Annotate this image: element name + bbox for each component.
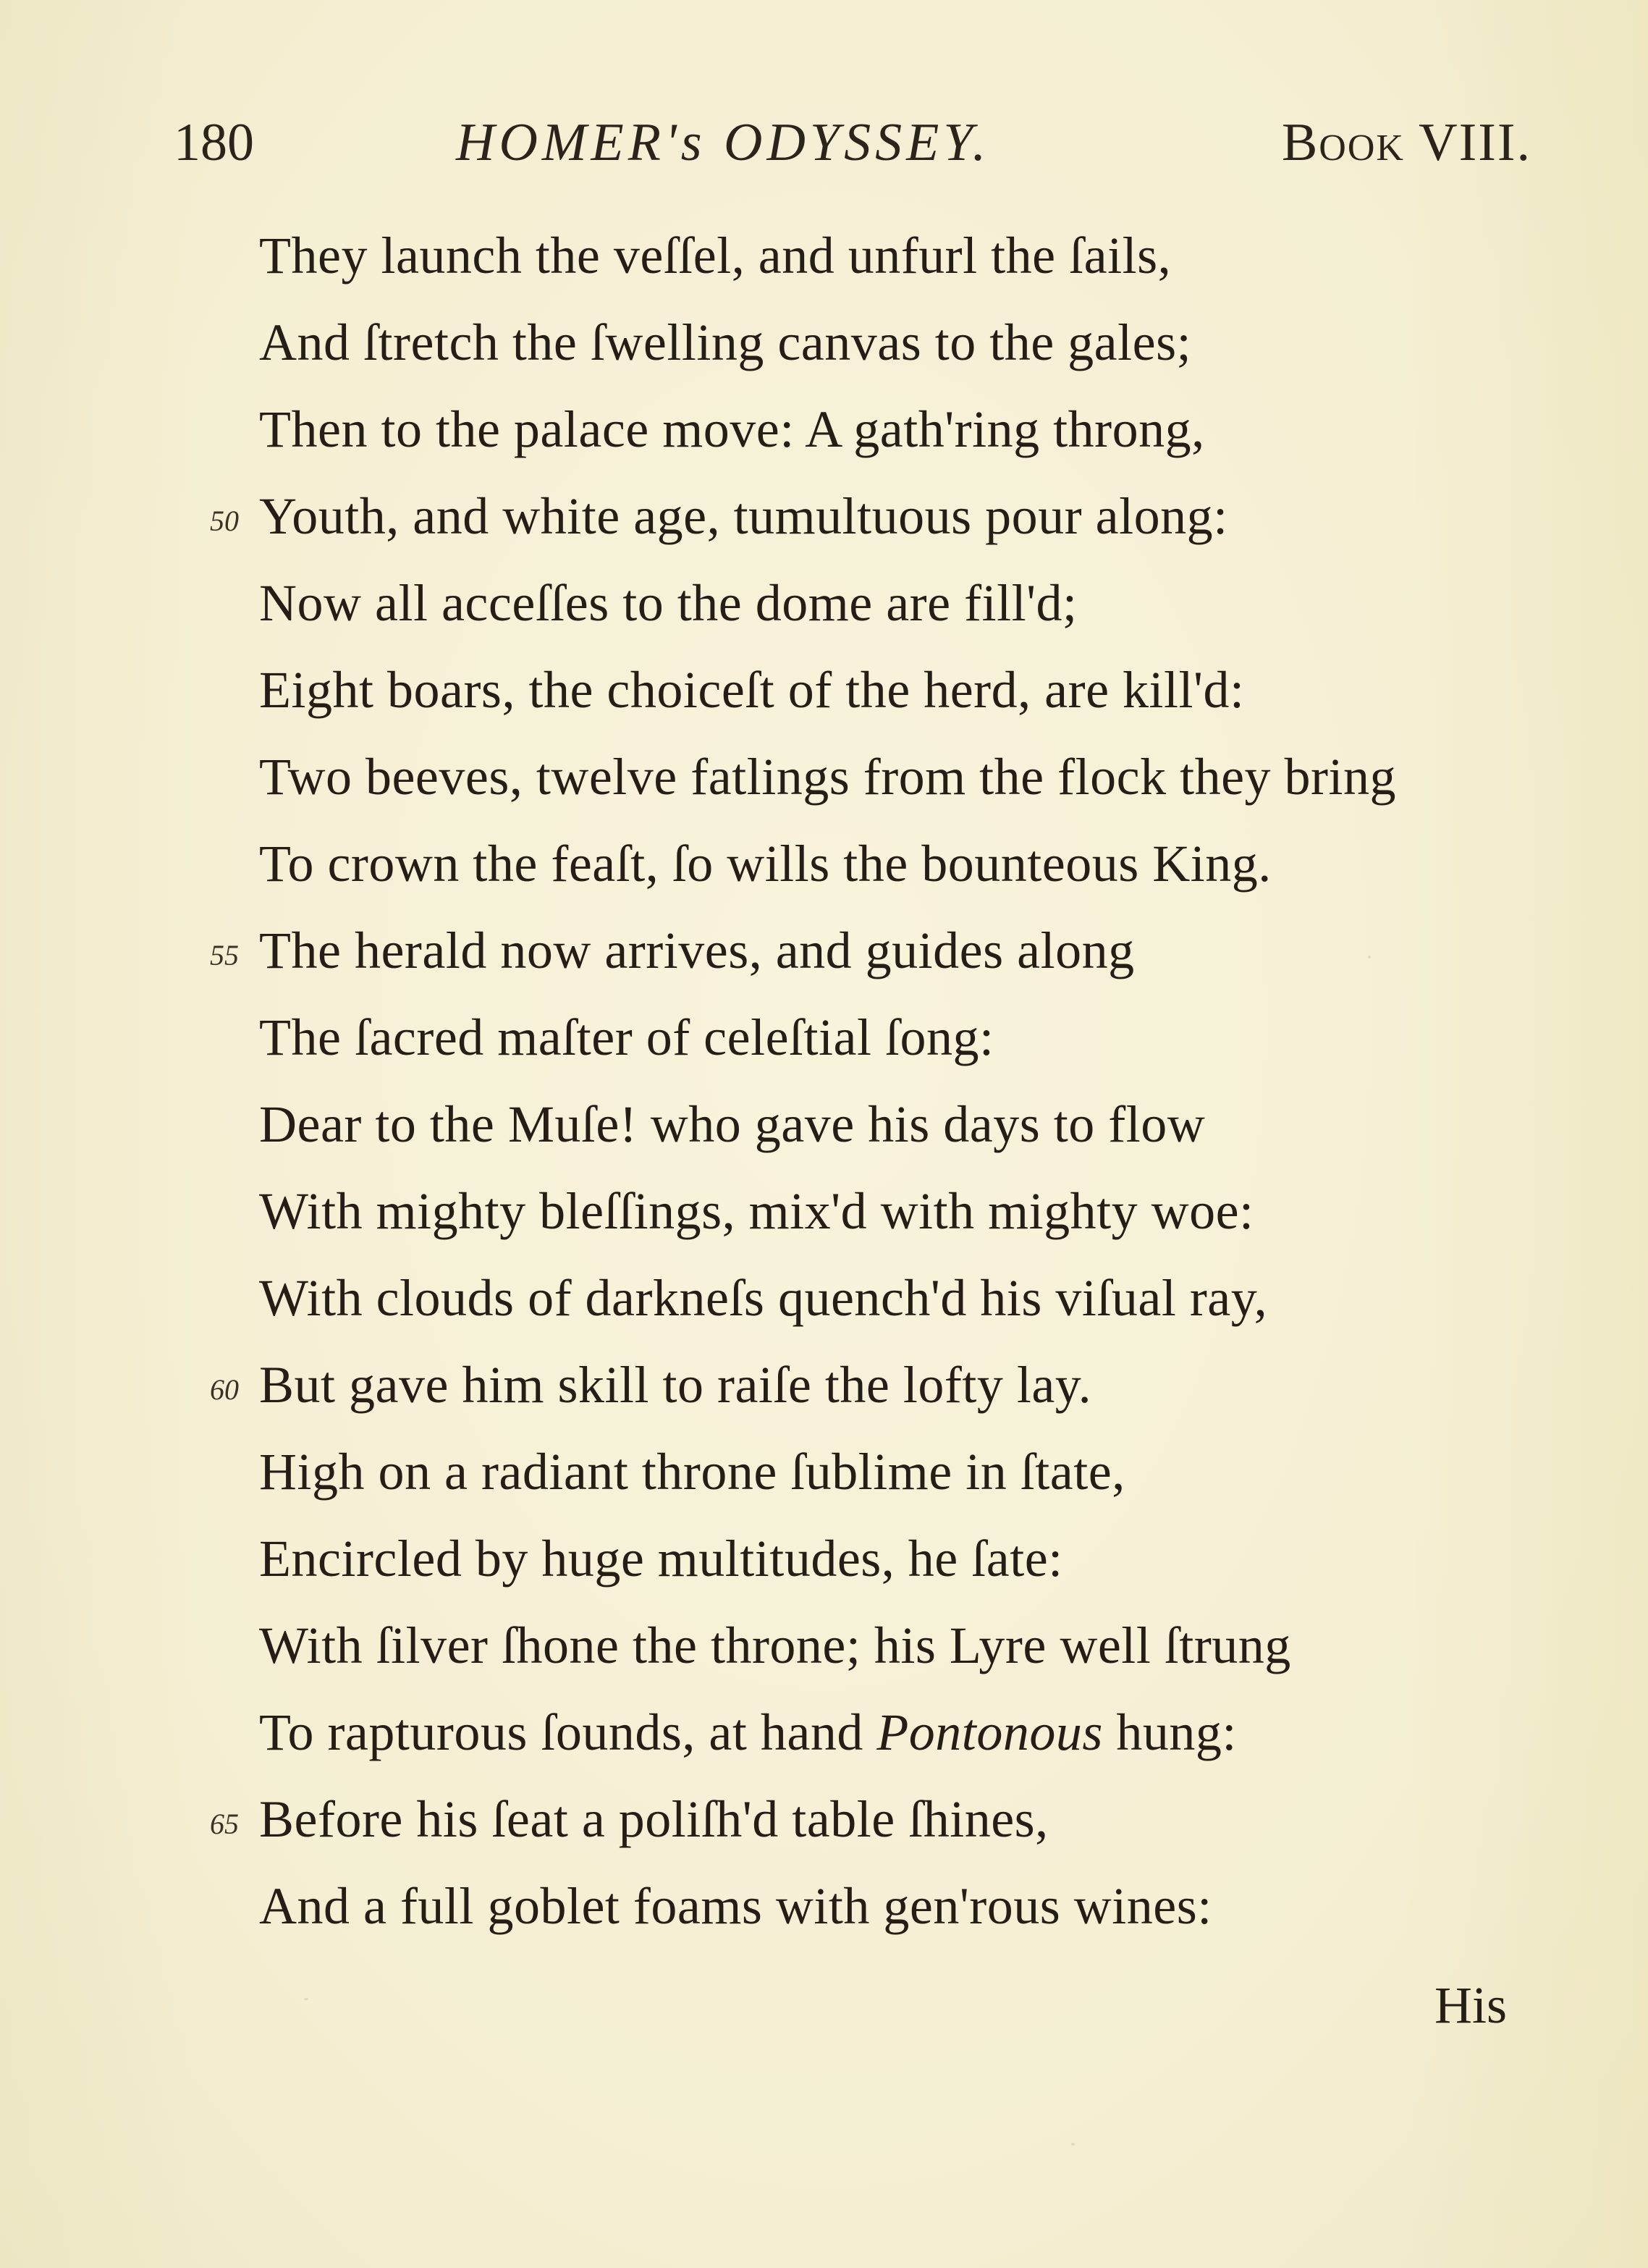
verse-text: And ſtretch the ſwelling canvas to the gales; [259,313,1192,371]
poem-line [0,389,1648,476]
page-header [174,103,1531,182]
poem-line [0,1432,1648,1519]
verse-text: They launch the veſſel, and unfurl the ſails, [259,227,1172,284]
page-number: 180 [174,113,254,172]
poem-line [0,911,1648,998]
verse-text: The herald now arrives, and guides along [259,922,1135,979]
poem-line [0,1084,1648,1171]
line-number: 65 [210,1808,239,1840]
verse-text: Youth, and white age, tumultuous pour along: [259,487,1228,545]
poem-line [0,563,1648,650]
poem-line [0,1692,1648,1779]
verse-text: Before his ſeat a poliſh'd table ſhines, [259,1790,1049,1848]
verse-text [259,1692,1237,1772]
line-number: 55 [210,939,239,971]
verse-text: And a full goblet foams with gen'rous wines: [259,1877,1212,1935]
poem-line [0,476,1648,563]
poem-line [0,216,1648,303]
verse-text: The ſacred maſter of celeſtial ſong: [259,1008,994,1066]
poem-line [0,1258,1648,1345]
verse-text: With clouds of darkneſs quench'd his viſual ray, [259,1269,1268,1327]
line-number: 50 [210,505,239,537]
verse-text: To crown the feaſt, ſo wills the bounteous King. [259,835,1272,893]
verse-text: Two beeves, twelve fatlings from the flock they bring [259,748,1397,806]
verse-text: But gave him skill to raiſe the lofty lay. [259,1356,1092,1414]
poem-line [0,650,1648,737]
verse-text: With mighty bleſſings, mix'd with mighty woe: [259,1182,1254,1240]
line-number: 60 [210,1373,239,1406]
poem-line [0,303,1648,389]
poem-line [0,1345,1648,1432]
paper-speck [1071,2143,1075,2146]
verse-text: Dear to the Muſe! who gave his days to flow [259,1095,1206,1153]
verse-text: With ſilver ſhone the throne; his Lyre well ſtrung [259,1616,1291,1674]
book-label: Book VIII. [1281,113,1531,172]
poem-line [0,1866,1648,1953]
italic-name: Pontonous [876,1703,1103,1761]
verse-text: Encircled by huge multitudes, he ſate: [259,1530,1063,1588]
poem-line [0,998,1648,1084]
verse-text: Now all acceſſes to the dome are fill'd; [259,574,1078,632]
paper-speck [1368,956,1371,958]
paper-speck [304,1998,308,2000]
verse-text: High on a radiant throne ſublime in ſtate, [259,1443,1125,1501]
verse-text: Eight boars, the choiceſt of the herd, are kill'd: [259,661,1245,719]
poem-line [0,1606,1648,1692]
catchword: His [1434,1976,1508,2034]
poem-line [0,1779,1648,1866]
poem-line [0,737,1648,824]
running-title: HOMER's ODYSSEY. [456,113,991,172]
verse-text: Then to the palace move: A gath'ring throng, [259,400,1205,458]
poem-line [0,1171,1648,1258]
poem-line [0,824,1648,911]
verse-text-part: hung: [1102,1703,1237,1761]
poem-line [0,1519,1648,1606]
verse-text-part: To rapturous ſounds, at hand [259,1703,877,1761]
